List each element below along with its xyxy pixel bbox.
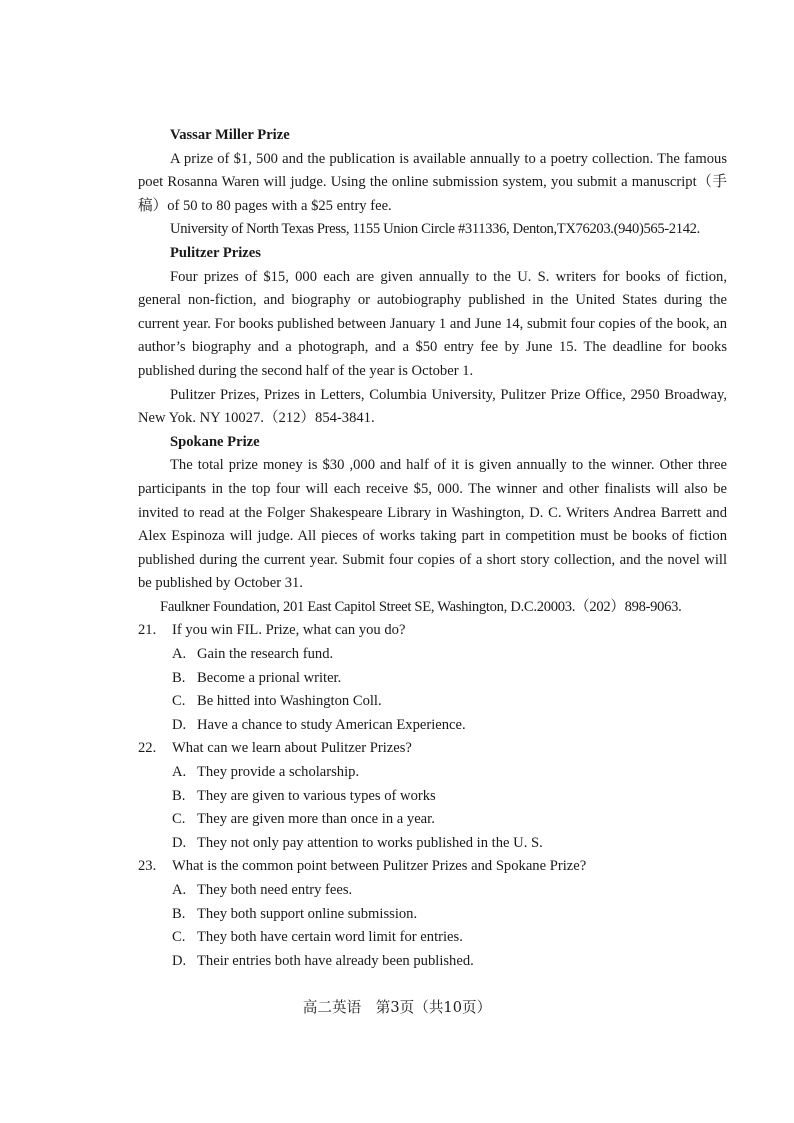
option[interactable] [138,690,727,714]
section-title: Vassar Miller Prize [170,127,290,143]
option[interactable] [138,667,727,691]
option-text: They are given to various types of works [197,787,436,804]
option-letter: D. [172,716,187,733]
option-letter: B. [172,787,186,804]
question-text: What can we learn about Pulitzer Prizes? [172,740,412,757]
option-letter: C. [172,811,186,828]
option-text: Become a prional writer. [197,669,342,686]
option-letter: A. [172,646,187,663]
option-letter: A. [172,882,187,898]
option-letter: A. [172,764,187,781]
option-text: Their entries both have already been published. [197,952,474,969]
option-letter: C. [172,929,186,946]
question-22 [138,737,727,855]
question-number: 22. [138,740,157,757]
option[interactable] [138,808,727,832]
section-address: Faulkner Foundation, 201 East Capitol Street SE, Washington, D.C.20003.（202）898-9063. [160,598,682,615]
option-text: They are given more than once in a year. [197,811,435,828]
section-body: Four prizes of $15, 000 each are given annually to the U. S. writers for books of fiction, general non-fiction, and biography or autobiography published in the United States during the current year. For books published between January 1 and June 14, submit four copies of the book, an author’s biography and a photograph, and a $50 entry fee by June 15. The deadline for books published during the second half of the year is October 1. [138,268,727,379]
option[interactable] [138,879,727,903]
option-letter: D. [172,834,187,851]
option-text: Have a chance to study American Experience. [197,716,466,733]
section-body: A prize of $1, 500 and the publication is available annually to a poetry collection. The famous poet Rosanna Waren will judge. Using the online submission system, you submit a manuscript（手稿）of 50 to 80 pages with a $25 entry fee. [138,150,727,214]
option-text: They provide a scholarship. [197,764,360,781]
option-letter: B. [172,905,186,922]
option[interactable] [138,950,727,974]
option[interactable] [138,903,727,927]
option[interactable] [138,926,727,950]
option-letter: D. [172,952,187,969]
option-text: Gain the research fund. [197,646,334,663]
question-23 [138,855,727,973]
option[interactable] [138,643,727,667]
question-number: 23. [138,858,157,875]
question-number: 21. [138,622,157,639]
question-text: What is the common point between Pulitzer Prizes and Spokane Prize? [172,858,587,875]
option-letter: C. [172,693,186,710]
option[interactable] [138,785,727,809]
section-title: Pulitzer Prizes [170,244,261,261]
section-address: University of North Texas Press, 1155 Union Circle #311336, Denton,TX76203.(940)565-2142. [170,221,700,238]
section-body: The total prize money is $30 ,000 and half of it is given annually to the winner. Other three participants in the top four will each receive $5, 000. The winner and other finalists will also be invited to read at the Folger Shakespeare Library in Washington, D. C. Writers Andrea Barrett and Alex Espinoza will judge. All pieces of works taking part in competition must be books of fiction published during the current year. Submit four copies of a short story collection, and the novel will be published by October 31. [138,457,727,592]
section-title: Spokane Prize [170,433,260,450]
option[interactable] [138,761,727,785]
option-text: They both need entry fees. [197,882,353,898]
option-letter: B. [172,669,186,686]
option-text: They both support online submission. [197,905,418,922]
option-text: Be hitted into Washington Coll. [197,693,382,710]
question-text: If you win FIL. Prize, what can you do? [172,622,406,639]
option-text: They both have certain word limit for entries. [197,929,463,946]
question-21 [138,619,727,737]
option[interactable] [138,832,727,856]
document-body [138,124,727,973]
option-text: They not only pay attention to works published in the U. S. [197,834,543,851]
section-address: Pulitzer Prizes, Prizes in Letters, Columbia University, Pulitzer Prize Office, 2950 Broadway, New Yok. NY 10027.（212）854-3841. [138,386,727,427]
option[interactable] [138,714,727,738]
page-footer: 高二英语 第3页（共10页） [302,999,492,1016]
